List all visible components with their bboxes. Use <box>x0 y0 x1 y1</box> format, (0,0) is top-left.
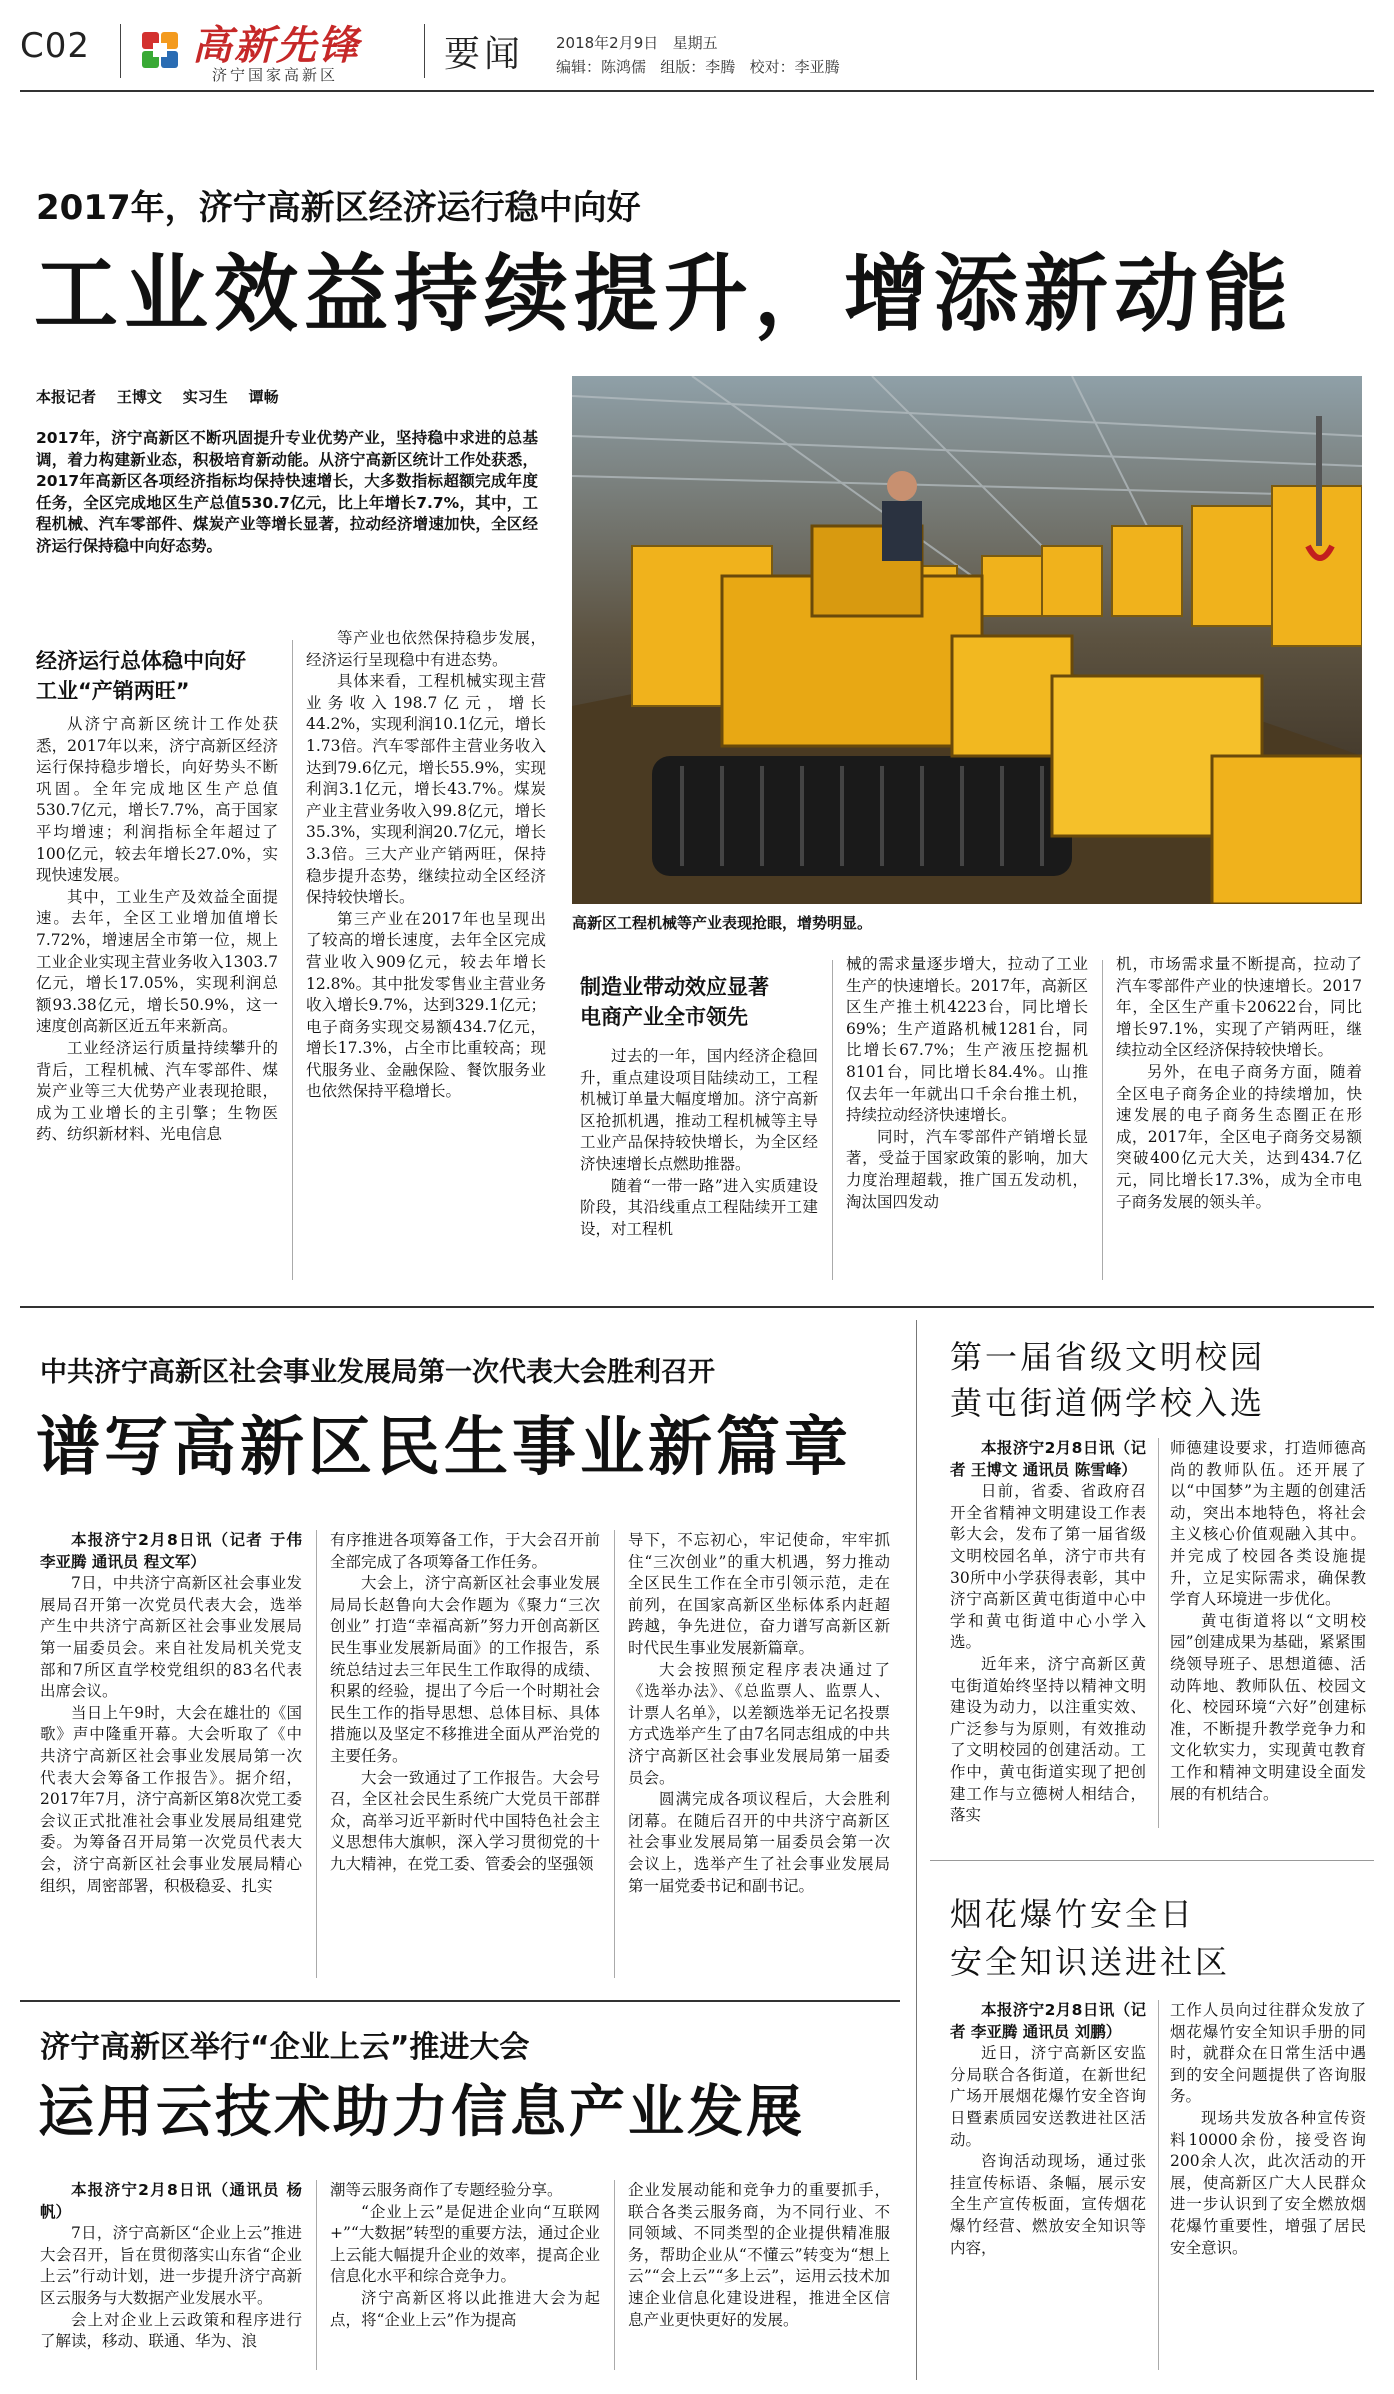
paragraph: 导下，不忘初心，牢记使命，牢牢抓住“三次创业”的重大机遇，努力推动全区民生工作在全市引领示范，走在前列，在国家高新区坐标体系内赶超跨越，争先进位，奋力谱写高新区新时代民生事业发展新篇章。 <box>628 1531 890 1657</box>
article2-kicker: 中共济宁高新区社会事业发展局第一次代表大会胜利召开 <box>40 1357 715 1388</box>
issue-date: 2018年2月9日 星期五 <box>556 34 718 52</box>
article4-byline: 本报济宁2月8日讯（记者 李亚腾 通讯员 刘鹏） <box>950 2001 1146 2041</box>
article5-column-3 <box>628 2180 890 2331</box>
section-rule <box>20 2000 900 2002</box>
paragraph: 7日，中共济宁高新区社会事业发展局召开第一次党员代表大会，选举产生中共济宁高新区社会事业发展局第一届委员会。来自社发局机关党支部和7所区直学校党组织的83名代表出席会议。 <box>40 1574 302 1701</box>
article2-column-2 <box>330 1530 600 1876</box>
paragraph: 大会按照预定程序表决通过了《选举办法》、《总监票人、监票人、计票人名单》，以差额选举无记名投票方式选举产生了由7名同志组成的中共济宁高新区社会事业发展局第一届委员会。 <box>628 1660 890 1787</box>
column-divider <box>316 1530 317 1978</box>
section-rule <box>20 1306 1374 1308</box>
paragraph: 咨询活动现场，通过张挂宣传标语、条幅，展示安全生产宣传板面，宣传烟花爆竹经营、燃放安全知识等内容， <box>950 2152 1146 2257</box>
column-divider <box>1102 960 1103 1280</box>
paragraph: 黄屯街道将以“文明校园”创建成果为基础，紧紧围绕领导班子、思想道德、活动阵地、教师队伍、校园文化、校园环境“六好”创建标准，不断提升教学竞争力和文化软实力，实现黄屯教育工作和精神文明建设全面发展的有机结合。 <box>1170 1611 1366 1803</box>
paragraph: 具体来看，工程机械实现主营业务收入198.7亿元，增长44.2%，实现利润10.1亿元，增长1.73倍。汽车零部件主营业务收入达到79.6亿元，增长55.9%，实现利润3.1亿元，增长43.7%。煤炭产业主营业务收入99.8亿元，增长35.3%，实现利润20.7亿元，增长3.3倍。三大产业产销两旺，保持稳步提升态势，继续拉动全区经济保持较快增长。 <box>306 672 546 907</box>
paragraph: “企业上云”是促进企业向“互联网+”“大数据”转型的重要方法，通过企业上云能大幅提升企业的效率，提高企业信息化水平和综合竞争力。 <box>330 2202 600 2286</box>
article1-byline: 本报记者 王博文 实习生 谭畅 <box>36 388 279 406</box>
article1-kicker: 2017年，济宁高新区经济运行稳中向好 <box>36 188 641 228</box>
paragraph: 第三产业在2017年也呈现出了较高的增长速度，去年全区完成营业收入909亿元，较去年增长12.8%。其中批发零售业主营业务收入增长9.7%，达到329.1亿元；电子商务实现交易额434.7亿元，增长17.3%，占全市比重较高；现代服务业、金融保险、餐饮服务业也依然保持平稳增长。 <box>306 909 546 1101</box>
paragraph: 会上对企业上云政策和程序进行了解读，移动、联通、华为、浪 <box>40 2310 302 2351</box>
column-divider <box>614 1530 615 1978</box>
factory-photo <box>572 376 1362 904</box>
article2-column-3 <box>628 1530 890 1897</box>
masthead-divider-2 <box>424 24 425 78</box>
masthead-rule <box>20 90 1374 92</box>
column-divider <box>1158 2000 1159 2370</box>
paragraph: 济宁高新区将以此推进大会为起点，将“企业上云”作为提高 <box>330 2288 600 2329</box>
article1-column-4 <box>846 954 1088 1213</box>
article5-column-1 <box>40 2180 302 2353</box>
newspaper-publisher: 济宁国家高新区 <box>212 66 339 84</box>
column-divider <box>832 960 833 1280</box>
paragraph: 等产业也依然保持稳步发展，经济运行呈现稳中有进态势。 <box>306 629 546 669</box>
paragraph: 有序推进各项筹备工作，于大会召开前全部完成了各项筹备工作任务。 <box>330 1531 600 1571</box>
masthead-divider <box>120 24 121 78</box>
article4-headline-line-1: 烟花爆竹安全日 <box>950 1895 1196 1933</box>
paragraph: 工业经济运行质量持续攀升的背后，工程机械、汽车零部件、煤炭产业等三大优势产业表现抢眼，成为工业增长的主引擎；生物医药、纺织新材料、光电信息 <box>36 1038 278 1144</box>
paragraph: 机，市场需求量不断提高，拉动了汽车零部件产业的快速增长。2017年，全区生产重卡20622台，同比增长97.1%，实现了产销两旺，继续拉动全区经济保持较快增长。 <box>1116 955 1362 1060</box>
article2-byline: 本报济宁2月8日讯（记者 于伟 李亚腾 通讯员 程文军） <box>40 1531 302 1571</box>
article5-kicker: 济宁高新区举行“企业上云”推进大会 <box>40 2030 530 2065</box>
article2-headline: 谱写高新区民生事业新篇章 <box>36 1411 852 1485</box>
paragraph: 圆满完成各项议程后，大会胜利闭幕。在随后召开的中共济宁高新区社会事业发展局第一届委员会第一次会议上，选举产生了社会事业发展局第一届党委书记和副书记。 <box>628 1790 890 1895</box>
editor-credits: 编辑：陈鸿儒 组版：李腾 校对：李亚腾 <box>556 58 840 76</box>
paragraph: 当日上午9时，大会在雄壮的《国歌》声中隆重开幕。大会听取了《中共济宁高新区社会事业发展局第一次代表大会筹备工作报告》。据介绍，2017年7月，济宁高新区第8次党工委会议正式批准社会事业发展局组建党委。为筹备召开局第一次党员代表大会，济宁高新区社会事业发展局精心组织，周密部署，积极稳妥、扎实 <box>40 1703 302 1895</box>
article1-column-1 <box>36 714 278 1146</box>
article4-column-2 <box>1170 2000 1366 2259</box>
article4-headline-line-2: 安全知识送进社区 <box>950 1943 1231 1981</box>
article1-subhead-2: 制造业带动效应显著 电商产业全市领先 <box>580 975 769 1029</box>
article2-column-1 <box>40 1530 302 1897</box>
article1-headline: 工业效益持续提升，增添新动能 <box>34 245 1295 343</box>
paragraph: 从济宁高新区统计工作处获悉，2017年以来，济宁高新区经济运行保持稳步增长，向好势头不断巩固。全年完成地区生产总值530.7亿元，增长7.7%，高于国家平均增速；利润指标全年超过了100亿元，较去年增长27.0%，实现快速发展。 <box>36 715 278 885</box>
paragraph: 近日，济宁高新区安监分局联合各街道，在新世纪广场开展烟花爆竹安全咨询日暨素质园安送教进社区活动。 <box>950 2044 1146 2149</box>
article3-byline: 本报济宁2月8日讯（记者 王博文 通讯员 陈雪峰） <box>950 1439 1146 1479</box>
right-column-divider <box>916 1320 917 2380</box>
column-divider <box>614 2180 615 2370</box>
column-divider <box>316 2180 317 2370</box>
paragraph: 日前，省委、省政府召开全省精神文明建设工作表彰大会，发布了第一届省级文明校园名单，济宁市共有30所中小学获得表彰，其中济宁高新区黄屯街道中心中学和黄屯街道中心小学入选。 <box>950 1482 1146 1652</box>
newspaper-name: 高新先锋 <box>192 22 360 69</box>
article1-column-5 <box>1116 954 1362 1213</box>
article3-headline-line-2: 黄屯街道俩学校入选 <box>950 1384 1266 1422</box>
paragraph: 过去的一年，国内经济企稳回升，重点建设项目陆续动工，工程机械订单量大幅度增加。济宁高新区抢抓机遇，推动工程机械等主导工业产品保持较快增长，为全区经济快速增长点燃助推器。 <box>580 1047 818 1173</box>
paragraph: 随着“一带一路”进入实质建设阶段，其沿线重点工程陆续开工建设，对工程机 <box>580 1176 818 1238</box>
paragraph: 现场共发放各种宣传资料10000余份，接受咨询200余人次，此次活动的开展，使高新区广大人民群众进一步认识到了安全燃放烟花爆竹重要性，增强了居民安全意识。 <box>1170 2108 1366 2257</box>
section-name: 要闻 <box>444 34 525 75</box>
paragraph: 另外，在电子商务方面，随着全区电子商务企业的持续增加，快速发展的电子商务生态圈正在形成，2017年，全区电子商务交易额突破400亿元大关，达到434.7亿元，同比增长17.3%，成为全市电子商务发展的领头羊。 <box>1116 1062 1362 1211</box>
column-divider <box>292 640 293 1280</box>
article3-column-2 <box>1170 1438 1366 1805</box>
paragraph: 近年来，济宁高新区黄屯街道始终坚持以精神文明建设为动力，以注重实效、广泛参与为原则，有效推动了文明校园的创建活动。工作中，黄屯街道实现了把创建工作与立德树人相结合，落实 <box>950 1654 1146 1825</box>
article4-headline <box>950 1890 1230 1986</box>
article3-headline <box>950 1334 1265 1426</box>
article1-subhead-1: 经济运行总体稳中向好 工业“产销两旺” <box>36 649 246 703</box>
paragraph: 械的需求量逐步增大，拉动了工业生产的快速增长。2017年，高新区区生产推土机4223台，同比增长69%；生产道路机械1281台，同比增长67.7%；生产液压挖掘机8101台，同比增长84.4%。山推仅去年一年就出口千余台推土机，持续拉动经济快速增长。 <box>846 955 1088 1125</box>
paragraph: 潮等云服务商作了专题经验分享。 <box>330 2181 563 2199</box>
article3-column-1 <box>950 1438 1146 1827</box>
article5-byline: 本报济宁2月8日讯（通讯员 杨帆） <box>40 2181 302 2221</box>
article3-headline-line-1: 第一届省级文明校园 <box>950 1338 1266 1376</box>
article1-lead: 2017年，济宁高新区不断巩固提升专业优势产业，坚持稳中求进的总基调，着力构建新业态，积极培育新动能。从济宁高新区统计工作处获悉，2017年高新区各项经济指标均保持快速增长，大多数指标超额完成年度任务，全区完成地区生产总值530.7亿元，比上年增长7.7%，其中，工程机械、汽车零部件、煤炭产业等增长显著，拉动经济增速加快，全区经济运行保持稳中向好态势。 <box>36 429 538 555</box>
section-rule <box>930 1860 1374 1861</box>
article4-column-1 <box>950 2000 1146 2259</box>
paragraph: 大会一致通过了工作报告。大会号召，全区社会民生系统广大党员干部群众，高举习近平新时代中国特色社会主义思想伟大旗帜，深入学习贯彻党的十九大精神，在党工委、管委会的坚强领 <box>330 1768 600 1873</box>
paragraph: 工作人员向过往群众发放了烟花爆竹安全知识手册的同时，就群众在日常生活中遇到的安全问题提供了咨询服务。 <box>1170 2001 1366 2106</box>
paragraph: 企业发展动能和竞争力的重要抓手，联合各类云服务商，为不同行业、不同领域、不同类型的企业提供精准服务，帮助企业从“不懂云”转变为“想上云”“会上云”“多上云”，运用云技术加速企业信息化建设进程，推进全区信息产业更快更好的发展。 <box>628 2181 890 2329</box>
paragraph: 同时，汽车零部件产销增长显著，受益于国家政策的影响，加大力度治理超载，推广国五发动机，淘汰国四发动 <box>846 1127 1088 1211</box>
paragraph: 师德建设要求，打造师德高尚的教师队伍。还开展了以“中国梦”为主题的创建活动，突出本地特色，将社会主义核心价值观融入其中。并完成了校园各类设施提升，立足实际需求，确保教学育人环境进一步优化。 <box>1170 1439 1366 1609</box>
paragraph: 其中，工业生产及效益全面提速。去年，全区工业增加值增长7.72%，增速居全市第一位，规上工业企业实现主营业务收入1303.7亿元，增长17.05%，实现利润总额93.38亿元，增长50.9%，这一速度创高新区近五年来新高。 <box>36 887 278 1036</box>
newspaper-logo-icon <box>140 30 180 70</box>
article1-column-3 <box>580 1046 818 1240</box>
article1-column-2 <box>306 628 546 1103</box>
paragraph: 7日，济宁高新区“企业上云”推进大会召开，旨在贯彻落实山东省“企业上云”行动计划，进一步提升济宁高新区云服务与大数据产业发展水平。 <box>40 2224 302 2307</box>
article5-headline: 运用云技术助力信息产业发展 <box>38 2080 805 2145</box>
column-divider <box>1158 1438 1159 1828</box>
page-number: C02 <box>20 26 91 66</box>
article5-column-2 <box>330 2180 600 2331</box>
paragraph: 大会上，济宁高新区社会事业发展局局长赵鲁向大会作题为《聚力“三次创业” 打造“幸福高新”努力开创高新区民生事业发展新局面》的工作报告，系统总结过去三年民生工作取得的成绩、积累的经验，提出了今后一个时期社会民生工作的指导思想、总体目标、具体措施以及坚定不移推进全面从严治党的主要任务。 <box>330 1574 600 1765</box>
photo-caption: 高新区工程机械等产业表现抢眼，增势明显。 <box>572 914 873 932</box>
